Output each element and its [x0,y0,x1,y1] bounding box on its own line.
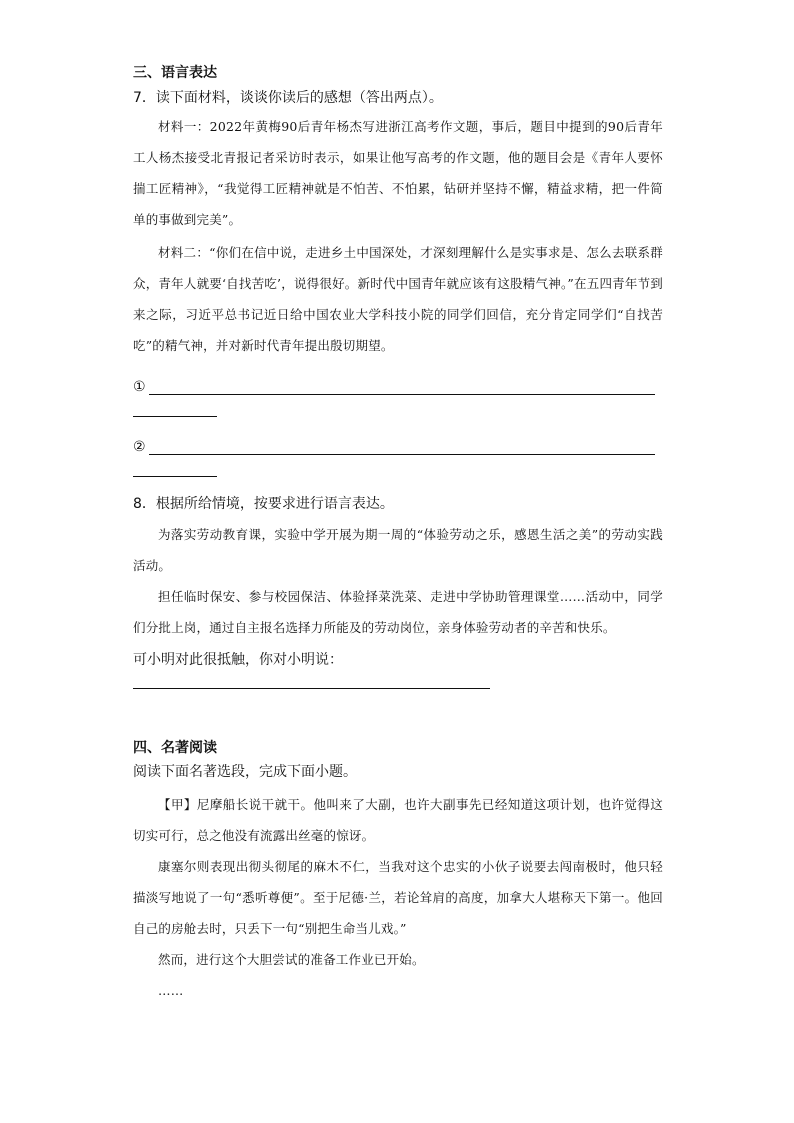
exam-page [133,58,663,1006]
q7-answer-line-1-continued[interactable] [133,395,663,425]
q7-answer-line-1[interactable] [133,365,663,395]
answer-rule-short [133,416,217,417]
answer-number-1: ① [133,379,146,395]
section-title-language-expression: 三、语言表达 [133,65,217,81]
q7-answer-area [133,365,663,485]
question-8-prompt: 8．根据所给情境，按要求进行语言表达。 [133,496,394,512]
q7-material-2: 材料二：“你们在信中说，走进乡土中国深处，才深刻理解什么是实事求是、怎么去联系群众，青年人就要‘自找苦吃’，说得很好。新时代中国青年就应该有这股精气神。”在五四青年节到来之际，习近平总书记近日给中国农业大学科技小院的同学们回信，充分肯定同学们“自找苦吃”的精气神，并对新时代青年提出殷切期望。 [133,245,663,353]
excerpt-jia-para-2: 康塞尔则表现出彻头彻尾的麻木不仁，当我对这个忠实的小伙子说要去闯南极时，他只轻描淡写地说了一句“悉听尊便”。至于尼德·兰，若论耸肩的高度，加拿大人堪称天下第一。他回自己的房舱去时，只丢下一句“别把生命当儿戏。” [133,859,663,936]
q8-question: 可小明对此很抵触，你对小明说： [133,652,343,668]
q8-answer-line[interactable] [133,687,490,689]
question-7-prompt: 7．读下面材料，谈谈你读后的感想（答出两点）。 [133,90,443,106]
excerpt-jia-para-1: 【甲】尼摩船长说干就干。他叫来了大副，也许大副事先已经知道这项计划，也许觉得这切实可行，总之他没有流露出丝毫的惊讶。 [133,797,663,843]
answer-number-2: ② [133,439,146,455]
q7-answer-line-2-continued[interactable] [133,455,663,485]
answer-rule [149,378,655,395]
answer-rule [149,438,655,455]
answer-rule-short [133,476,217,477]
q8-context-1: 为落实劳动教育课，实验中学开展为期一周的“体验劳动之乐，感恩生活之美”的劳动实践活动。 [133,527,663,573]
q7-answer-line-2[interactable] [133,425,663,455]
excerpt-ellipsis: …… [158,983,184,998]
q7-material-1: 材料一：2022年黄梅90后青年杨杰写进浙江高考作文题，事后，题目中提到的90后青年工人杨杰接受北青报记者采访时表示，如果让他写高考的作文题，他的题目会是《青年人要怀揣工匠精神》，“我觉得工匠精神就是不怕苦、不怕累，钻研并坚持不懈，精益求精，把一件简单的事做到完美”。 [133,119,663,227]
section-4-intro: 阅读下面名著选段，完成下面小题。 [133,764,357,780]
q8-context-2: 担任临时保安、参与校园保洁、体验择菜洗菜、走进中学协助管理课堂……活动中，同学们分批上岗，通过自主报名选择力所能及的劳动岗位，亲身体验劳动者的辛苦和快乐。 [133,589,663,635]
excerpt-jia-para-3: 然而，进行这个大胆尝试的准备工作业已开始。 [158,952,425,967]
section-title-classic-reading: 四、名著阅读 [133,740,217,756]
